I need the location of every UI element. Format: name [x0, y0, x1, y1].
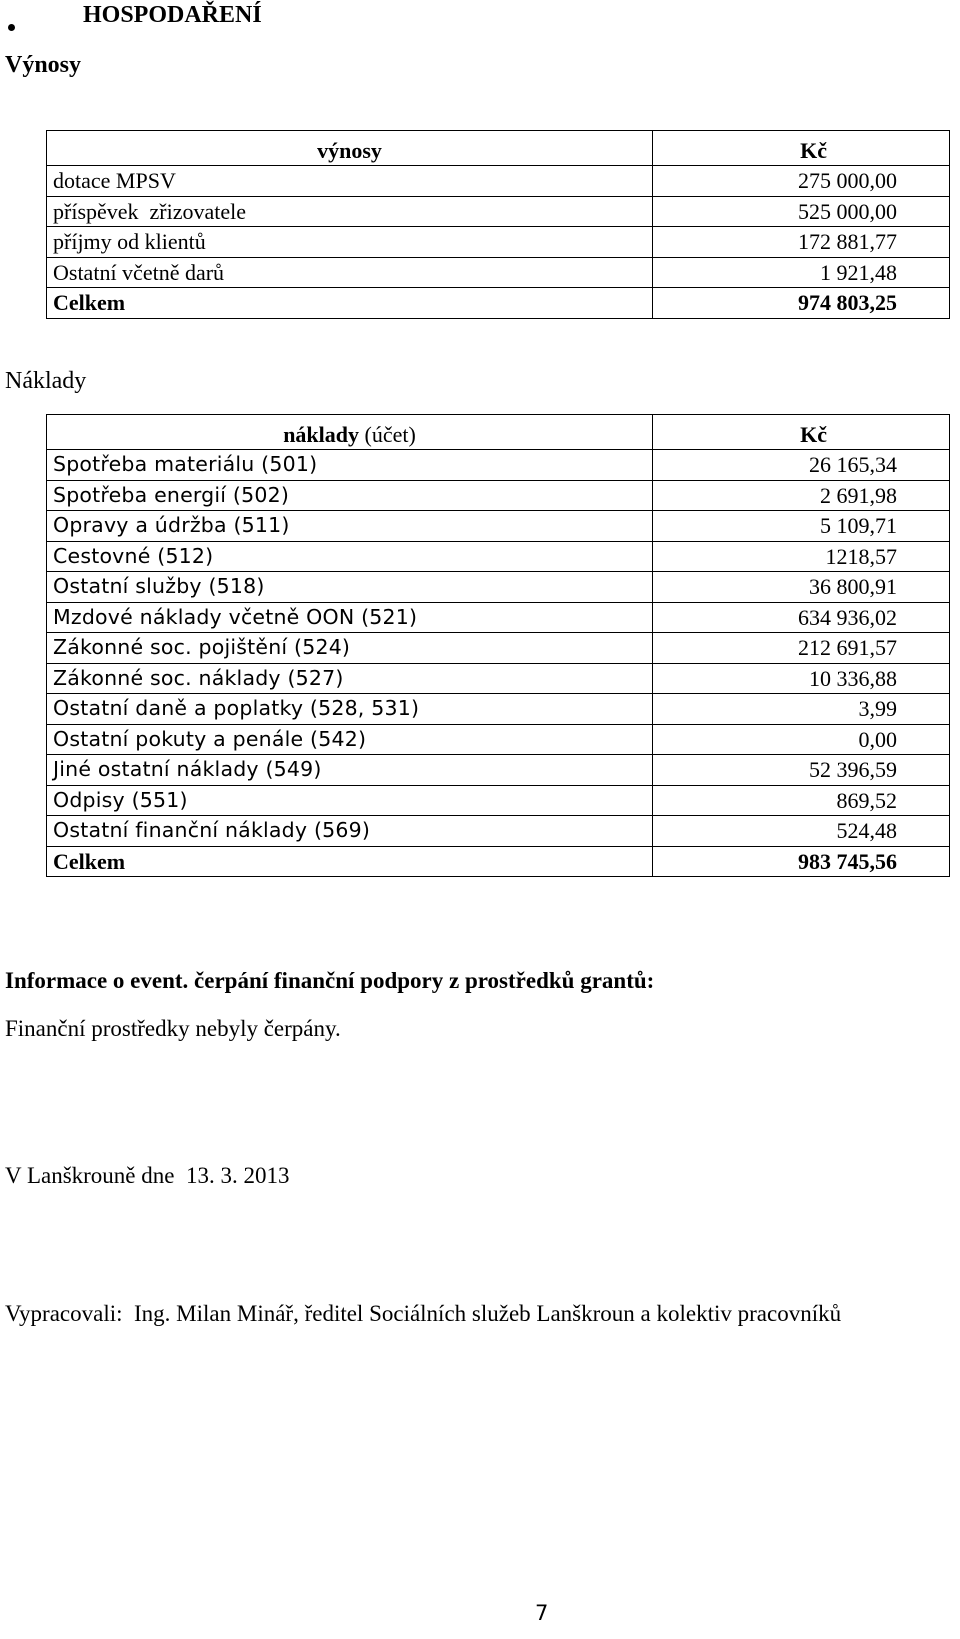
table-row — [47, 541, 950, 572]
row-value: 172 881,77 — [653, 227, 950, 258]
row-value: 2 691,98 — [653, 480, 950, 511]
section-heading: HOSPODAŘENÍ — [83, 2, 262, 28]
grants-title: Informace o event. čerpání finanční podpory z prostředků grantů: — [5, 968, 655, 993]
table-row — [47, 633, 950, 664]
costs-header-label-bold: náklady — [283, 422, 360, 447]
page-number: 7 — [535, 1601, 549, 1625]
row-value: 52 396,59 — [653, 755, 950, 786]
revenues-header-unit: Kč — [653, 131, 950, 166]
row-value: 5 109,71 — [653, 511, 950, 542]
revenues-header-label: výnosy — [47, 131, 653, 166]
row-value: 524,48 — [653, 816, 950, 847]
row-label: Zákonné soc. náklady (527) — [47, 663, 653, 694]
table-row — [47, 663, 950, 694]
total-label: Celkem — [47, 288, 653, 319]
table-row — [47, 450, 950, 481]
total-value: 974 803,25 — [653, 288, 950, 319]
table-row — [47, 724, 950, 755]
table-row — [47, 755, 950, 786]
row-label: Spotřeba energií (502) — [47, 480, 653, 511]
table-row — [47, 166, 950, 197]
table-header-row — [47, 415, 950, 450]
revenues-table — [46, 130, 950, 319]
table-row — [47, 196, 950, 227]
table-row — [47, 694, 950, 725]
costs-header-label — [47, 415, 653, 450]
grants-text: Finanční prostředky nebyly čerpány. — [5, 1016, 341, 1041]
row-value: 1218,57 — [653, 541, 950, 572]
row-label: Ostatní pokuty a penále (542) — [47, 724, 653, 755]
row-value: 10 336,88 — [653, 663, 950, 694]
row-value: 36 800,91 — [653, 572, 950, 603]
row-value: 869,52 — [653, 785, 950, 816]
total-value: 983 745,56 — [653, 846, 950, 877]
place-date: V Lanškrouně dne 13. 3. 2013 — [5, 1163, 290, 1188]
costs-table — [46, 414, 950, 877]
row-label: Odpisy (551) — [47, 785, 653, 816]
table-row — [47, 480, 950, 511]
row-value: 634 936,02 — [653, 602, 950, 633]
table-row — [47, 511, 950, 542]
row-label: Opravy a údržba (511) — [47, 511, 653, 542]
row-label: Jiné ostatní náklady (549) — [47, 755, 653, 786]
table-row — [47, 572, 950, 603]
prepared-by: Vypracovali: Ing. Milan Minář, ředitel Sociálních služeb Lanškroun a kolektiv pracovníků — [5, 1301, 842, 1326]
total-label: Celkem — [47, 846, 653, 877]
table-total-row — [47, 846, 950, 877]
row-value: 275 000,00 — [653, 166, 950, 197]
bullet-icon — [8, 24, 15, 31]
row-label: dotace MPSV — [47, 166, 653, 197]
row-value: 0,00 — [653, 724, 950, 755]
table-total-row — [47, 288, 950, 319]
table-header-row — [47, 131, 950, 166]
table-row — [47, 257, 950, 288]
costs-header-unit: Kč — [653, 415, 950, 450]
row-value: 3,99 — [653, 694, 950, 725]
row-value: 212 691,57 — [653, 633, 950, 664]
row-label: Spotřeba materiálu (501) — [47, 450, 653, 481]
row-value: 1 921,48 — [653, 257, 950, 288]
row-label: příjmy od klientů — [47, 227, 653, 258]
row-value: 525 000,00 — [653, 196, 950, 227]
row-label: Mzdové náklady včetně OON (521) — [47, 602, 653, 633]
row-label: Cestovné (512) — [47, 541, 653, 572]
row-label: Ostatní finanční náklady (569) — [47, 816, 653, 847]
row-label: Zákonné soc. pojištění (524) — [47, 633, 653, 664]
row-label: Ostatní služby (518) — [47, 572, 653, 603]
costs-title: Náklady — [5, 368, 87, 394]
row-label: příspěvek zřizovatele — [47, 196, 653, 227]
table-row — [47, 816, 950, 847]
table-row — [47, 785, 950, 816]
row-label: Ostatní daně a poplatky (528, 531) — [47, 694, 653, 725]
row-value: 26 165,34 — [653, 450, 950, 481]
costs-header-label-rest: (účet) — [359, 422, 416, 447]
revenues-title: Výnosy — [5, 52, 82, 78]
row-label: Ostatní včetně darů — [47, 257, 653, 288]
table-row — [47, 227, 950, 258]
table-row — [47, 602, 950, 633]
